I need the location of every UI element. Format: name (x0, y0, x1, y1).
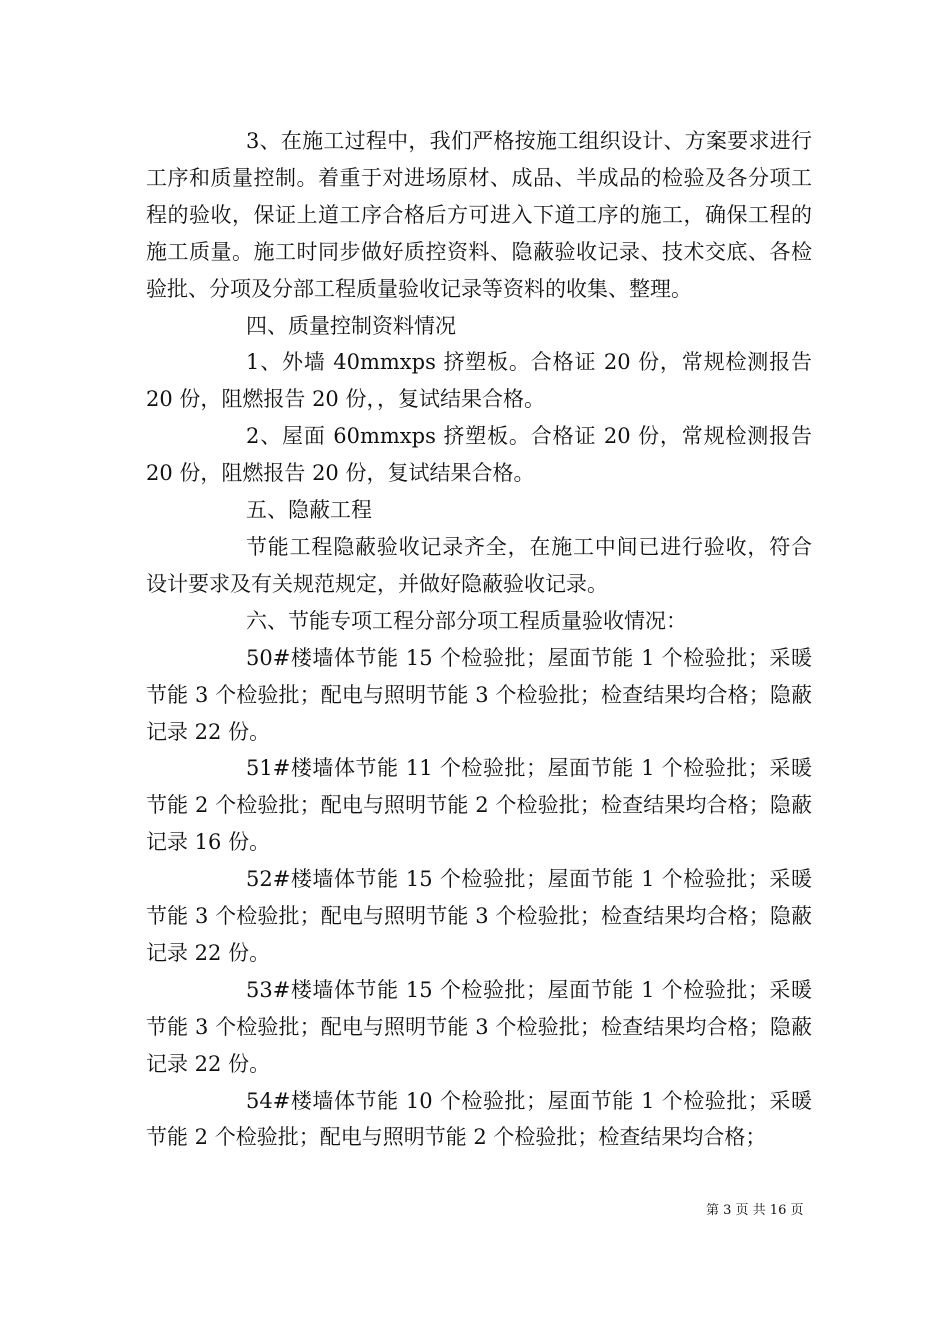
paragraph-construction-control: 3、在施工过程中，我们严格按施工组织设计、方案要求进行工序和质量控制。着重于对进场原材、成品、半成品的检验及各分项工程的验收，保证上道工序合格后方可进入下道工序的施工，确保工程的施工质量。施工时同步做好质控资料、隐蔽验收记录、技术交底、各检验批、分项及分部工程质量验收记录等资料的收集、整理。 (146, 129, 812, 301)
page-number-footer: 第 3 页 共 16 页 (706, 1203, 804, 1218)
paragraph-building-50: 50#楼墙体节能 15 个检验批；屋面节能 1 个检验批；采暖节能 3 个检验批；配电与照明节能 3 个检验批；检查结果均合格；隐蔽记录 22 份。 (146, 645, 812, 744)
body-text (146, 123, 812, 1156)
paragraph-exterior-wall-board: 1、外墙 40mmxps 挤塑板。合格证 20 份，常规检测报告 20 份，阻燃报告 20 份，，复试结果合格。 (146, 350, 812, 412)
paragraph-building-52: 52#楼墙体节能 15 个检验批；屋面节能 1 个检验批；采暖节能 3 个检验批；配电与照明节能 3 个检验批；检查结果均合格；隐蔽记录 22 份。 (146, 867, 812, 965)
heading-energy-saving-acceptance: 六、节能专项工程分部分项工程质量验收情况： (246, 608, 687, 633)
paragraph-concealed-records: 节能工程隐蔽验收记录齐全，在施工中间已进行验收，符合设计要求及有关规范规定，并做好隐蔽验收记录。 (146, 534, 812, 596)
paragraph-roof-board: 2、屋面 60mmxps 挤塑板。合格证 20 份，常规检测报告 20 份，阻燃报告 20 份，复试结果合格。 (146, 424, 812, 486)
heading-concealed-works: 五、隐蔽工程 (246, 498, 372, 523)
heading-quality-control-data: 四、质量控制资料情况 (246, 313, 456, 338)
paragraph-building-53: 53#楼墙体节能 15 个检验批；屋面节能 1 个检验批；采暖节能 3 个检验批；配电与照明节能 3 个检验批；检查结果均合格；隐蔽记录 22 份。 (146, 977, 812, 1076)
paragraph-building-54: 54#楼墙体节能 10 个检验批；屋面节能 1 个检验批；采暖节能 2 个检验批；配电与照明节能 2 个检验批；检查结果均合格； (146, 1088, 812, 1150)
paragraph-building-51: 51#楼墙体节能 11 个检验批；屋面节能 1 个检验批；采暖节能 2 个检验批；配电与照明节能 2 个检验批；检查结果均合格；隐蔽记录 16 份。 (146, 756, 812, 855)
